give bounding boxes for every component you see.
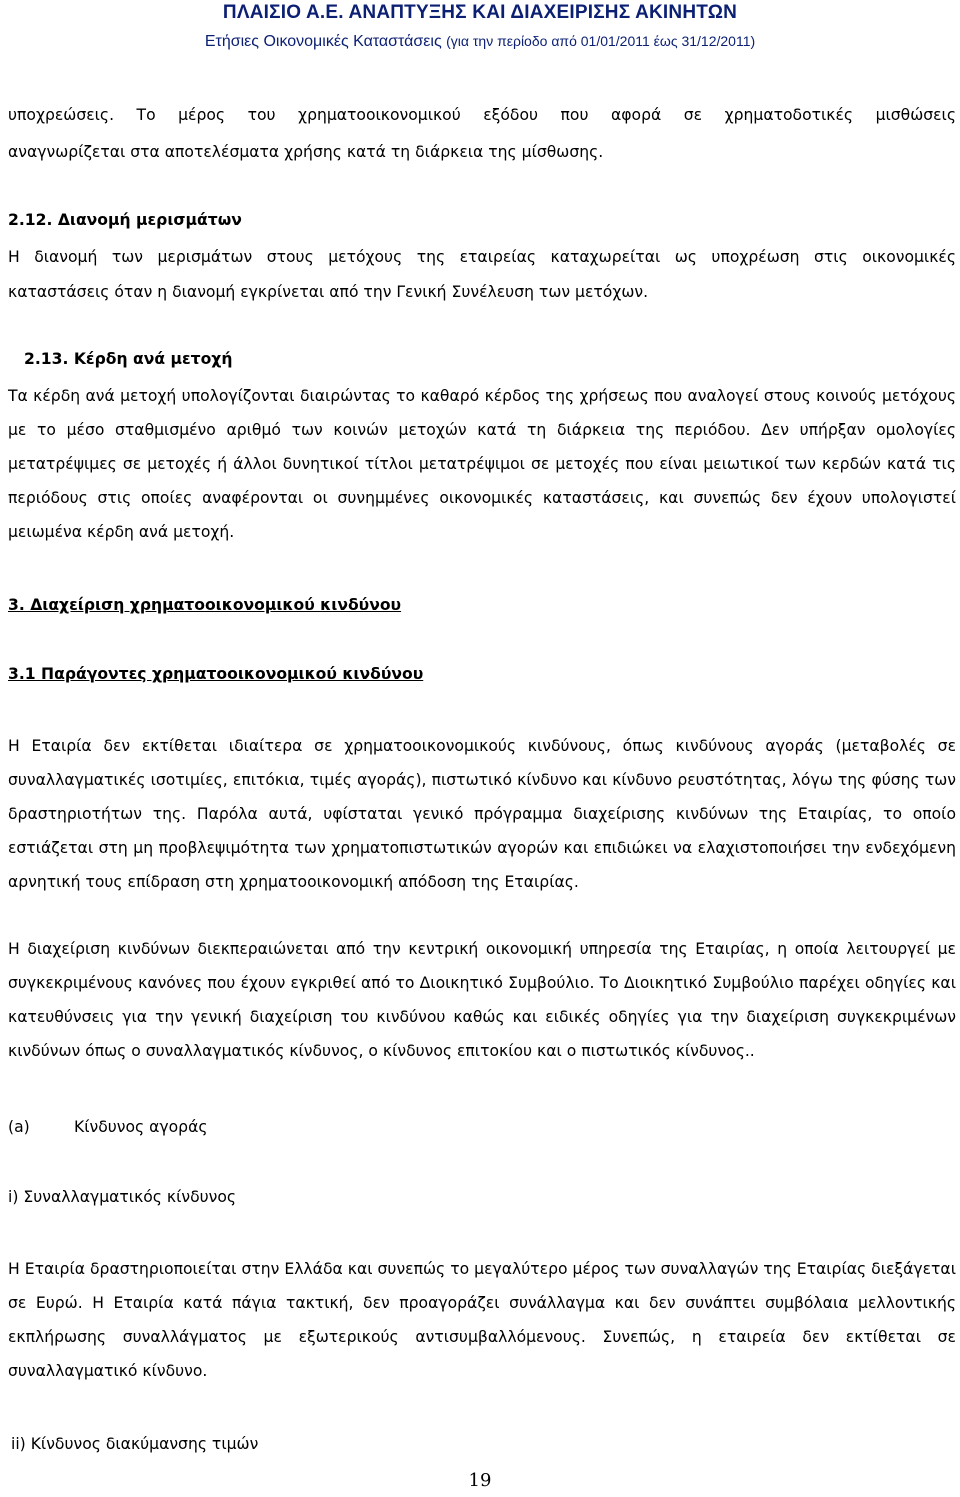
section-2-12-line-2: καταστάσεις όταν η διανομή εγκρίνεται από την Γενική Συνέλευση των μετόχων. [8, 283, 649, 301]
section-3-1-paragraph-2: Η διαχείριση κινδύνων διεκπεραιώνεται από την κεντρική οικονομική υπηρεσία της Εταιρίας, η οποία λειτουργεί με συγκεκριμένους κανόνες που έχουν εγκριθεί από το Διοικητικό Συμβούλιο. Το Διοικητικό Συμβούλιο παρέχει οδηγίες και κατευθύνσεις για την γενική διαχείριση του κινδύνου καθώς και ειδικές οδηγίες για την διαχείριση συγκεκριμένων κινδύνων όπως ο συναλλαγματικός κίνδυνος, ο κίνδυνος επιτοκίου και ο πιστωτικός κίνδυνος.. [8, 940, 956, 1060]
report-subtitle [0, 33, 960, 51]
section-2-12-line-1: Η διανομή των μερισμάτων στους μετόχους της εταιρείας καταχωρείται ως υποχρέωση στις οικονομικές [8, 248, 956, 266]
report-type: Ετήσιες Οικονομικές Καταστάσεις [204, 33, 442, 50]
section-2-13-body: Τα κέρδη ανά μετοχή υπολογίζονται διαιρώντας το καθαρό κέρδος της χρήσεως που αναλογεί στους κοινούς μετόχους με το μέσο σταθμισμένο αριθμό των κοινών μετοχών κατά τη διάρκεια της περιόδου. Δεν υπήρξαν ομολογίες μετατρέψιμες σε μετοχές ή άλλοι δυνητικοί τίτλοι μετατρέψιμοι σε μετοχές που είναι μειωτικοί των κερδών κατά τις περιόδους στις οποίες αναφέρονται οι συνημμένες οικονομικές καταστάσεις, και συνεπώς δεν έχουν υπολογιστεί μειωμένα κέρδη ανά μετοχή. [8, 387, 956, 541]
page-number: 19 [468, 1470, 492, 1491]
market-risk-title: Κίνδυνος αγοράς [74, 1118, 208, 1136]
market-risk-label: (a) [8, 1118, 30, 1136]
price-risk-heading: ii) Κίνδυνος διακύμανσης τιμών [11, 1435, 259, 1453]
report-period: (για την περίοδο από 01/01/2011 έως 31/12/2011) [446, 33, 756, 49]
fx-risk-body: Η Εταιρία δραστηριοποιείται στην Ελλάδα και συνεπώς το μεγαλύτερο μέρος των συναλλαγών της Εταιρίας διεξάγεται σε Ευρώ. Η Εταιρία κατά πάγια τακτική, δεν προαγοράζει συνάλλαγμα και δεν συνάπτει συμβόλαια μελλοντικής εκπλήρωσης συναλλάγματος με εξωτερικούς αντισυμβαλλόμενους. Συνεπώς, η εταιρεία δεν εκτίθεται σε συναλλαγματικό κίνδυνο. [8, 1260, 956, 1380]
section-3-1-paragraph-1: Η Εταιρία δεν εκτίθεται ιδιαίτερα σε χρηματοοικονομικούς κινδύνους, όπως κινδύνους αγοράς (μεταβολές σε συναλλαγματικές ισοτιμίες, επιτόκια, τιμές αγοράς), πιστωτικό κίνδυνο και κίνδυνο ρευστότητας, λόγω της φύσης των δραστηριοτήτων της. Παρόλα αυτά, υφίσταται γενικό πρόγραμμα διαχείρισης κινδύνων της Εταιρίας, το οποίο εστιάζεται στη μη προβλεψιμότητα των χρηματοπιστωτικών αγορών και επιδιώκει να ελαχιστοποιήσει την ενδεχόμενη αρνητική τους επίδραση στη χρηματοοικονομική απόδοση της Εταιρίας. [8, 737, 956, 891]
market-risk-heading [8, 1110, 956, 1144]
section-2-13-heading: 2.13. Κέρδη ανά μετοχή [24, 350, 233, 368]
section-2-12-heading: 2.12. Διανομή μερισμάτων [8, 211, 242, 229]
company-title: ΠΛΑΙΣΙΟ Α.Ε. ΑΝΑΠΤΥΞΗΣ ΚΑΙ ΔΙΑΧΕΙΡΙΣΗΣ ΑΚΙΝΗΤΩΝ [222, 2, 738, 23]
fx-risk-heading: i) Συναλλαγματικός κίνδυνος [8, 1188, 237, 1206]
intro-line-1: υποχρεώσεις. Το μέρος του χρηματοοικονομικού εξόδου που αφορά σε χρηματοδοτικές μισθώσεις [8, 106, 956, 124]
intro-line-2: αναγνωρίζεται στα αποτελέσματα χρήσης κατά τη διάρκεια της μίσθωσης. [8, 143, 604, 161]
section-3-heading: 3. Διαχείριση χρηματοοικονομικού κινδύνου [8, 596, 402, 614]
section-3-1-heading: 3.1 Παράγοντες χρηματοοικονομικού κινδύνου [8, 665, 424, 683]
